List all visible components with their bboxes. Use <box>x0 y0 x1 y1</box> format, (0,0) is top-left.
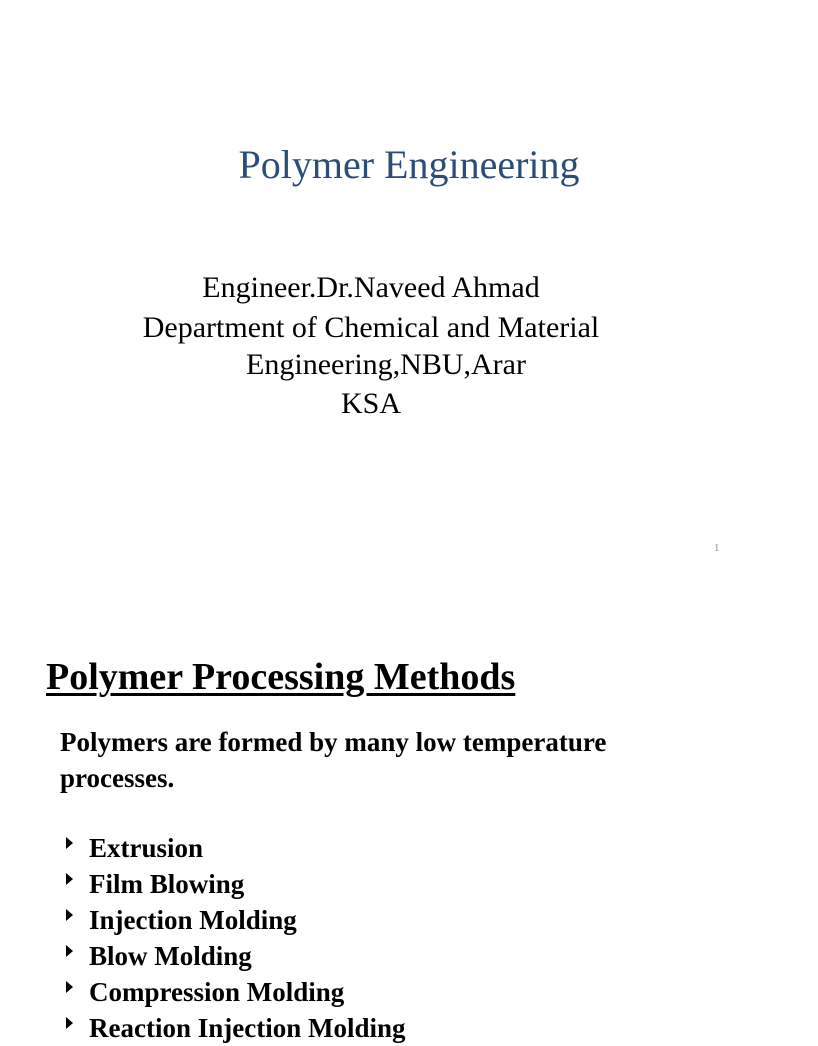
method-label: Reaction Injection Molding <box>89 1012 406 1043</box>
slide-number: 1 <box>714 542 720 554</box>
method-label: Compression Molding <box>89 976 345 1007</box>
author-info <box>120 268 622 424</box>
triangle-right-bullet-icon <box>66 981 73 993</box>
list-item <box>66 902 406 938</box>
triangle-right-bullet-icon <box>66 837 73 849</box>
list-item <box>66 866 406 902</box>
list-item <box>66 938 406 974</box>
country: KSA <box>340 387 401 420</box>
triangle-right-bullet-icon <box>66 1017 73 1029</box>
list-item <box>66 974 406 1010</box>
department-line-1: Department of Chemical and Material <box>142 311 600 344</box>
slide-heading: Polymer Processing Methods <box>46 656 516 698</box>
triangle-right-bullet-icon <box>66 873 73 885</box>
method-label: Extrusion <box>89 832 204 863</box>
list-item <box>66 830 406 866</box>
department-line-2: Engineering,NBU,Arar <box>246 348 526 381</box>
method-label: Film Blowing <box>89 868 245 899</box>
content-slide <box>0 600 768 1043</box>
author-name: Engineer.Dr.Naveed Ahmad <box>202 271 540 304</box>
list-item <box>66 1010 406 1046</box>
method-label: Blow Molding <box>89 940 252 971</box>
methods-list <box>66 830 406 1046</box>
intro-text: Polymers are formed by many low temperature processes. <box>60 727 607 793</box>
presentation-title: Polymer Engineering <box>238 142 580 187</box>
triangle-right-bullet-icon <box>66 945 73 957</box>
method-label: Injection Molding <box>89 904 297 935</box>
triangle-right-bullet-icon <box>66 909 73 921</box>
